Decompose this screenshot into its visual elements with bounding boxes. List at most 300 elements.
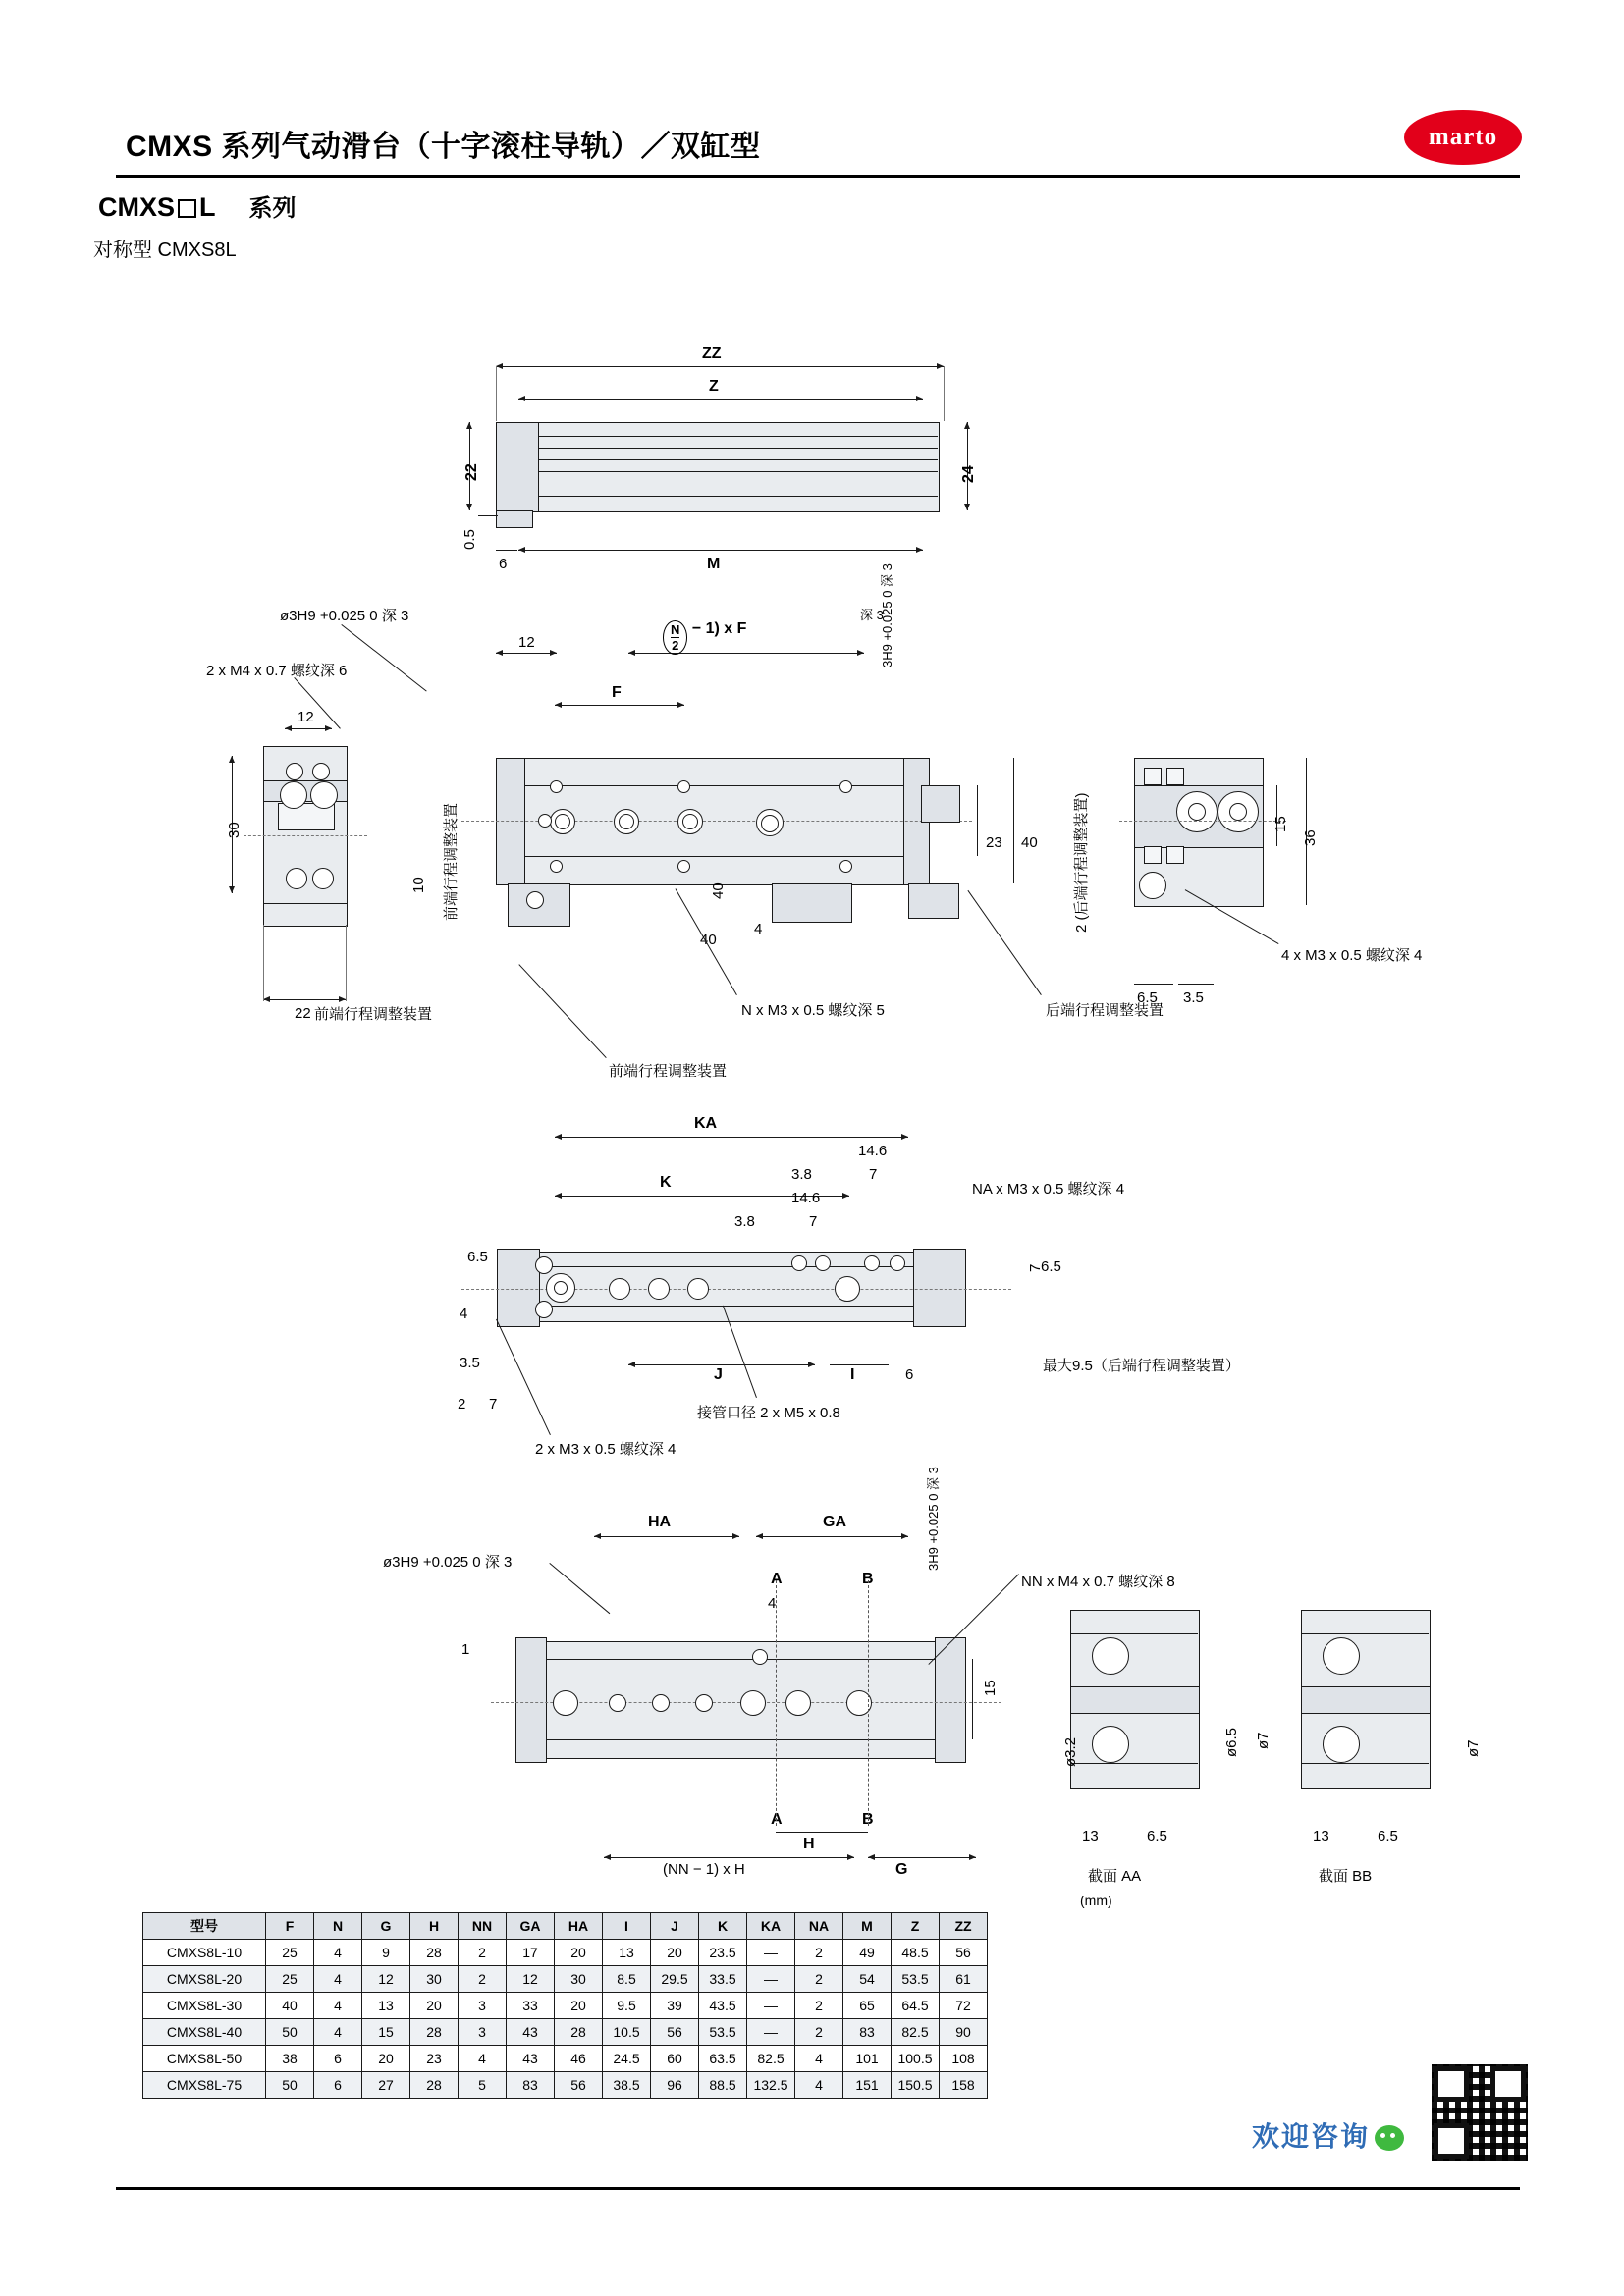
cell: 30 <box>410 1966 459 1993</box>
note-front-adj2: 前端行程调整装置 <box>609 1063 728 1080</box>
cell-model: CMXS8L-75 <box>143 2072 266 2099</box>
section-line <box>1301 1763 1429 1764</box>
cell: 12 <box>507 1966 555 1993</box>
dim-NN-H: (NN − 1) x H <box>663 1861 745 1878</box>
top-view-line <box>496 496 938 497</box>
dim-zz-label: ZZ <box>702 346 722 362</box>
cell: 56 <box>940 1940 988 1966</box>
thread-square <box>1144 846 1162 864</box>
th-model: 型号 <box>143 1913 266 1940</box>
note-h9-bottom: ø3H9 +0.025 0 深 3 <box>383 1554 513 1571</box>
dim-ext <box>346 925 347 1001</box>
cell: 50 <box>266 2072 314 2099</box>
note-rear-adj: 后端行程调整装置 <box>1046 1002 1164 1019</box>
series-suffix: L <box>199 192 216 222</box>
top-view-line <box>496 436 938 437</box>
note-3h9-depth: 深 3 <box>860 608 884 622</box>
cell: 101 <box>843 2046 892 2072</box>
note-3h9-plan: 3H9 +0.025 0 深 3 <box>880 563 894 667</box>
cell: 43 <box>507 2019 555 2046</box>
wechat-icon <box>1375 2125 1404 2151</box>
cell: 64.5 <box>892 1993 940 2019</box>
cell: 82.5 <box>892 2019 940 2046</box>
dim-arrow <box>901 1533 908 1539</box>
leader-line <box>967 890 1041 995</box>
centerline <box>244 835 367 836</box>
cell: 2 <box>795 1966 843 1993</box>
thread-hole <box>752 1649 768 1665</box>
dim-arrow <box>969 1854 976 1860</box>
dim-7-a: 7 <box>869 1166 878 1183</box>
dim-m-label: M <box>707 556 721 572</box>
dim-line <box>555 705 684 706</box>
dim-6_5: 6.5 <box>1137 989 1158 1006</box>
cell: 28 <box>410 2019 459 2046</box>
dim-22-label: 22 <box>463 463 480 481</box>
top-view-line <box>496 471 938 472</box>
dim-J: J <box>714 1366 723 1383</box>
dim-arrow <box>964 422 970 429</box>
cell: 48.5 <box>892 1940 940 1966</box>
cell: 40 <box>266 1993 314 2019</box>
cell: 6 <box>314 2072 362 2099</box>
bore-circle <box>785 1690 811 1716</box>
page-title: CMXS 系列气动滑台（十字滚柱导轨）／双缸型 <box>126 131 761 163</box>
dim-0_5-label: 0.5 <box>461 529 478 550</box>
cell: 13 <box>603 1940 651 1966</box>
dim-line <box>756 1536 908 1537</box>
table-row <box>143 1993 988 2019</box>
bolt-hole <box>286 868 307 889</box>
cell: 20 <box>362 2046 410 2072</box>
leader-line <box>518 964 606 1058</box>
front-left-block <box>497 1249 540 1327</box>
bore-circle <box>740 1690 766 1716</box>
dim-line <box>604 1857 854 1858</box>
thread-hole <box>677 780 690 793</box>
footer-divider <box>116 2187 1520 2190</box>
spec-table-wrap <box>142 1912 988 2099</box>
cell: 9 <box>362 1940 410 1966</box>
bottom-line <box>530 1739 952 1740</box>
th-J: J <box>651 1913 699 1940</box>
dim-12-plan: 12 <box>518 634 535 651</box>
dim-arrow <box>628 650 635 656</box>
series-word: 系列 <box>248 195 297 222</box>
thread-square <box>1166 846 1184 864</box>
dim-22-bottom-label: 22 <box>295 1005 311 1022</box>
cell: 24.5 <box>603 2046 651 2072</box>
dim-14_6-b: 14.6 <box>791 1190 821 1206</box>
dim-15: 15 <box>1272 816 1289 832</box>
dim-4-left: 4 <box>460 1306 468 1322</box>
dim-KA: KA <box>694 1115 718 1132</box>
dim-zz-line <box>496 366 944 367</box>
port-inner <box>554 1281 568 1295</box>
dim-arrow <box>285 725 292 731</box>
cell-model: CMXS8L-20 <box>143 1966 266 1993</box>
bore-circle <box>695 1694 713 1712</box>
dim-arrow <box>229 886 235 893</box>
qr-finder <box>1434 2123 1469 2159</box>
dim-line <box>1134 984 1173 985</box>
cell: 63.5 <box>699 2046 747 2072</box>
side-view-base <box>263 903 348 927</box>
cell: 5 <box>459 2072 507 2099</box>
dim-6-front: 6 <box>905 1366 914 1383</box>
thread-hole <box>535 1301 553 1318</box>
dim-arrow <box>916 396 923 401</box>
cell: 20 <box>410 1993 459 2019</box>
cell: 38 <box>266 2046 314 2072</box>
cell: 88.5 <box>699 2072 747 2099</box>
cell: 2 <box>795 1940 843 1966</box>
dim-6-label: 6 <box>499 556 508 572</box>
cell: 3 <box>459 1993 507 2019</box>
thread-hole <box>535 1256 553 1274</box>
dim-1-bottom: 1 <box>461 1641 470 1658</box>
cell: 8.5 <box>603 1966 651 1993</box>
dim-1-plan: 4 <box>754 921 763 937</box>
brand-logo <box>1404 110 1522 165</box>
qr-finder <box>1490 2066 1526 2102</box>
dim-arrow <box>937 363 944 369</box>
cell: 158 <box>940 2072 988 2099</box>
dim-arrow <box>842 1193 849 1199</box>
bore-inner <box>555 814 570 829</box>
bore-circle <box>1323 1637 1360 1675</box>
cell: 83 <box>843 2019 892 2046</box>
cell: 28 <box>410 1940 459 1966</box>
section-bb-slot <box>1301 1686 1431 1714</box>
bore-circle <box>310 781 338 809</box>
cell: — <box>747 1993 795 2019</box>
series-heading <box>98 188 297 223</box>
cell: 46 <box>555 2046 603 2072</box>
table-header-row <box>143 1913 988 1940</box>
table-row <box>143 2046 988 2072</box>
dim-d7-bb: ø7 <box>1465 1739 1482 1757</box>
cell: — <box>747 1940 795 1966</box>
dim-7-right: 7 <box>1027 1263 1044 1272</box>
cell: 28 <box>410 2072 459 2099</box>
cell: 82.5 <box>747 2046 795 2072</box>
table-row <box>143 2072 988 2099</box>
cell-model: CMXS8L-10 <box>143 1940 266 1966</box>
note-na-m3: NA x M3 x 0.5 螺纹深 4 <box>972 1181 1125 1198</box>
bolt-hole <box>312 868 334 889</box>
th-ZZ: ZZ <box>940 1913 988 1940</box>
cell: 53.5 <box>892 1966 940 1993</box>
dim-arrow <box>808 1362 815 1367</box>
bore-inner <box>538 814 552 828</box>
cell: 4 <box>795 2046 843 2072</box>
header-divider <box>116 175 1520 178</box>
section-line-A <box>776 1580 777 1826</box>
bore-circle <box>687 1278 709 1300</box>
qr-code <box>1429 2061 1531 2163</box>
cell-model: CMXS8L-30 <box>143 1993 266 2019</box>
bottom-right-block <box>935 1637 966 1763</box>
plan-port-block <box>908 883 959 919</box>
dim-30-label: 30 <box>226 822 243 838</box>
bore-inner <box>1188 803 1206 821</box>
cell: 50 <box>266 2019 314 2046</box>
cell: 2 <box>459 1940 507 1966</box>
unit-label: (mm) <box>1080 1893 1112 1908</box>
cell: 96 <box>651 2072 699 2099</box>
cell: 4 <box>459 2046 507 2072</box>
leader-line <box>341 624 426 692</box>
cell: 3 <box>459 2019 507 2046</box>
dim-arrow <box>229 756 235 763</box>
dim-line <box>263 999 346 1000</box>
dim-4-plan2: 40 <box>700 932 717 948</box>
cell: 20 <box>651 1940 699 1966</box>
cell: 61 <box>940 1966 988 1993</box>
bore-circle <box>609 1278 630 1300</box>
dim-arrow <box>466 422 472 429</box>
cell: 108 <box>940 2046 988 2072</box>
dim-arrow <box>628 1362 635 1367</box>
dim-z-label: Z <box>709 378 719 395</box>
dim-13-bb: 13 <box>1313 1828 1329 1844</box>
dim-NF-plan: N 2 − 1) x F <box>663 620 746 655</box>
cell: 23 <box>410 2046 459 2072</box>
dim-K: K <box>660 1174 672 1191</box>
dim-GA: GA <box>823 1514 846 1530</box>
bolt-hole <box>312 763 330 780</box>
centerline <box>1119 821 1286 822</box>
dim-line <box>628 1364 815 1365</box>
note-front-adj-vert: 前端行程调整装置 <box>443 802 460 921</box>
dim-arrow <box>466 504 472 510</box>
dim-line <box>555 1137 908 1138</box>
th-GA: GA <box>507 1913 555 1940</box>
bore-circle <box>835 1276 860 1302</box>
plan-end-left <box>496 758 525 885</box>
dim-7-b: 7 <box>809 1213 818 1230</box>
dim-F-plan: F <box>612 684 622 701</box>
th-K: K <box>699 1913 747 1940</box>
dim-6_5-right: 6.5 <box>1041 1258 1061 1275</box>
cell: 33 <box>507 1993 555 2019</box>
dim-36: 36 <box>1302 829 1319 846</box>
section-bb-label: 截面 BB <box>1319 1868 1373 1885</box>
cell: — <box>747 2019 795 2046</box>
cell: 6 <box>314 2046 362 2072</box>
dim-arrow <box>604 1854 611 1860</box>
cell: — <box>747 1966 795 1993</box>
cell: 39 <box>651 1993 699 2019</box>
bolt-hole <box>286 763 303 780</box>
th-I: I <box>603 1913 651 1940</box>
leader-line <box>928 1574 1019 1665</box>
cell: 53.5 <box>699 2019 747 2046</box>
dim-arrow <box>339 996 346 1002</box>
bore-inner <box>761 815 779 832</box>
marker-B-top: B <box>862 1571 874 1587</box>
cell: 2 <box>795 1993 843 2019</box>
cell: 132.5 <box>747 2072 795 2099</box>
cell: 90 <box>940 2019 988 2046</box>
dim-ext <box>263 925 264 1001</box>
thread-hole <box>677 860 690 873</box>
cell: 56 <box>651 2019 699 2046</box>
cell: 4 <box>795 2072 843 2099</box>
note-nn-m4: NN x M4 x 0.7 螺纹深 8 <box>1021 1574 1175 1590</box>
marker-B-bottom: B <box>862 1811 874 1828</box>
dim-line <box>1013 758 1014 883</box>
cell: 10.5 <box>603 2019 651 2046</box>
adjuster-screw <box>526 891 544 909</box>
dim-arrow <box>496 650 503 656</box>
plan-rear-block <box>772 883 852 923</box>
dim-13-aa: 13 <box>1082 1828 1099 1844</box>
cell: 15 <box>362 2019 410 2046</box>
dim-arrow <box>964 504 970 510</box>
dim-arrow <box>756 1533 763 1539</box>
dim-arrow <box>518 547 525 553</box>
th-KA: KA <box>747 1913 795 1940</box>
bore-inner <box>682 814 698 829</box>
cell-model: CMXS8L-50 <box>143 2046 266 2072</box>
spec-table <box>142 1912 988 2099</box>
cell: 4 <box>314 1993 362 2019</box>
dim-15-bottom: 15 <box>982 1680 999 1696</box>
leader-line <box>676 888 737 995</box>
cell: 20 <box>555 1940 603 1966</box>
section-line <box>1070 1633 1198 1634</box>
table-row <box>143 1966 988 1993</box>
top-view-line <box>496 448 938 449</box>
th-NA: NA <box>795 1913 843 1940</box>
dim-arrow <box>555 1193 562 1199</box>
th-Z: Z <box>892 1913 940 1940</box>
th-M: M <box>843 1913 892 1940</box>
thread-hole <box>839 780 852 793</box>
dim-line <box>977 785 978 856</box>
dim-line <box>496 653 557 654</box>
note-h9-hole: ø3H9 +0.025 0 深 3 <box>280 608 409 624</box>
plan-port-block-upper <box>921 785 960 823</box>
dim-arrow <box>555 1134 562 1140</box>
brand-logo-text: marto <box>1428 124 1498 150</box>
dim-arrow <box>857 650 864 656</box>
dim-arrow <box>263 996 270 1002</box>
dim-arrow <box>496 363 503 369</box>
bore-circle <box>609 1694 626 1712</box>
footer-welcome: 欢迎咨询 <box>1252 2121 1371 2152</box>
dim-3_8-a: 3.8 <box>791 1166 812 1183</box>
bottom-left-block <box>515 1637 547 1763</box>
dim-10-plan: 10 <box>410 877 427 893</box>
dim-HA: HA <box>648 1514 672 1530</box>
dim-ext <box>496 366 497 421</box>
bottom-line <box>530 1659 952 1660</box>
dim-ext <box>944 366 945 421</box>
top-view-end-block <box>496 422 539 512</box>
note-m4-thread: 2 x M4 x 0.7 螺纹深 6 <box>206 663 348 679</box>
note-4xm3: 4 x M3 x 0.5 螺纹深 4 <box>1281 947 1423 964</box>
thread-hole <box>815 1255 831 1271</box>
leader-line <box>496 1319 551 1435</box>
dim-line <box>594 1536 739 1537</box>
dim-arrow <box>555 702 562 708</box>
dim-7-left: 7 <box>489 1396 498 1413</box>
dim-6-line <box>496 550 517 551</box>
dim-4-bottom: 4 <box>768 1595 777 1612</box>
thread-hole <box>839 860 852 873</box>
dim-arrow <box>732 1533 739 1539</box>
thread-hole <box>550 860 563 873</box>
dim-arrow <box>518 396 525 401</box>
cell: 25 <box>266 1966 314 1993</box>
th-NN: NN <box>459 1913 507 1940</box>
dim-arrow <box>594 1533 601 1539</box>
marker-A-top: A <box>771 1571 783 1587</box>
bore-circle <box>648 1278 670 1300</box>
dim-6_5-bb: 6.5 <box>1378 1828 1398 1844</box>
cell: 28 <box>555 2019 603 2046</box>
dim-m-line <box>518 550 923 551</box>
dim-line <box>830 1364 889 1365</box>
dim-arrow <box>916 547 923 553</box>
cell: 100.5 <box>892 2046 940 2072</box>
note-3h9-bottom: 3H9 +0.025 0 深 3 <box>926 1467 941 1571</box>
note-n-m3: N x M3 x 0.5 螺纹深 5 <box>741 1002 885 1019</box>
cell: 25 <box>266 1940 314 1966</box>
cell: 65 <box>843 1993 892 2019</box>
top-view-line <box>496 459 938 460</box>
cell: 60 <box>651 2046 699 2072</box>
section-aa-slot <box>1070 1686 1200 1714</box>
front-right-block <box>913 1249 966 1327</box>
dim-23-plan: 23 <box>986 834 1002 851</box>
cell: 54 <box>843 1966 892 1993</box>
note-front-stroke-adj: 前端行程调整装置 <box>314 1006 433 1023</box>
plan-line <box>496 856 928 857</box>
dim-line <box>478 515 498 516</box>
dim-3_8-b: 3.8 <box>734 1213 755 1230</box>
dim-line <box>868 1857 976 1858</box>
thread-square <box>1166 768 1184 785</box>
cell: 4 <box>314 2019 362 2046</box>
thread-hole <box>890 1255 905 1271</box>
section-line <box>1301 1633 1429 1634</box>
dim-3_5: 3.5 <box>1183 989 1204 1006</box>
note-max9_5: 最大9.5（后端行程调整装置） <box>1043 1358 1240 1374</box>
cell: 43.5 <box>699 1993 747 2019</box>
qr-finder <box>1434 2066 1469 2102</box>
cell: 38.5 <box>603 2072 651 2099</box>
dim-arrow <box>901 1134 908 1140</box>
note-rear-adj-vert: 2 (后端行程调整装置) <box>1073 792 1090 933</box>
cell: 17 <box>507 1940 555 1966</box>
dim-14_6-a: 14.6 <box>858 1143 888 1159</box>
bore-inner <box>619 814 634 829</box>
cell: 43 <box>507 2046 555 2072</box>
dim-3_5-left: 3.5 <box>460 1355 480 1371</box>
cell: 29.5 <box>651 1966 699 1993</box>
thread-hole <box>791 1255 807 1271</box>
series-code: CMXS <box>98 192 176 222</box>
note-port-size: 接管口径 2 x M5 x 0.8 <box>697 1405 840 1421</box>
dim-G: G <box>895 1861 908 1878</box>
dim-6_5-aa: 6.5 <box>1147 1828 1167 1844</box>
th-H: H <box>410 1913 459 1940</box>
dim-d3_2: ø3.2 <box>1062 1736 1079 1767</box>
